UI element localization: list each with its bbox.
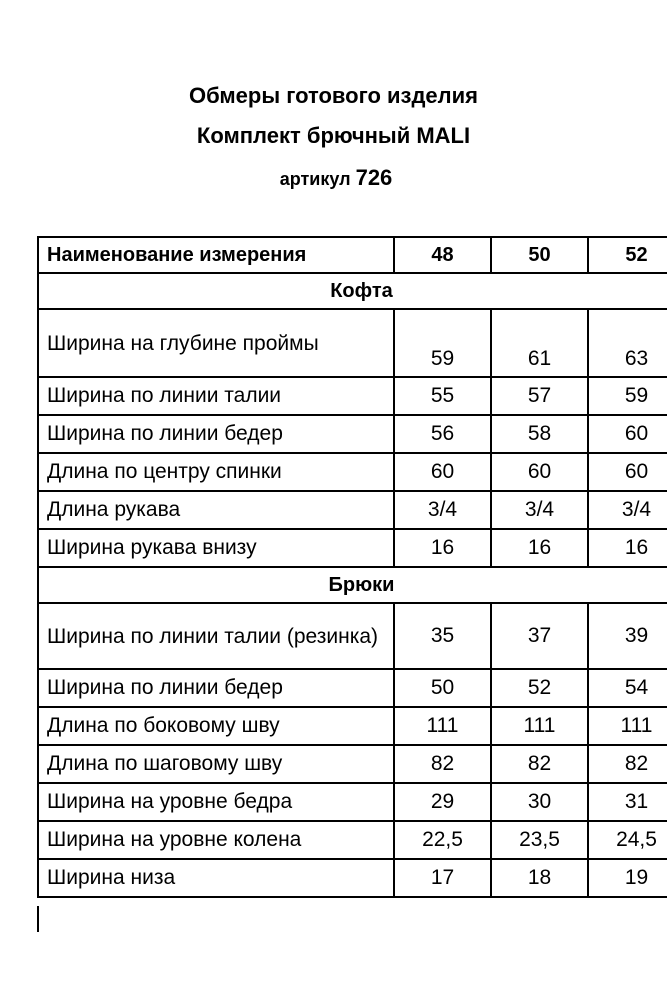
measurement-value: 16 [588,529,667,567]
measurement-value: 50 [394,669,491,707]
measurement-value: 3/4 [491,491,588,529]
section-row-bryuki [38,567,667,603]
measurement-value: 58 [491,415,588,453]
measurement-value: 24,5 [588,821,667,859]
measurement-name: Длина по шаговому шву [38,745,394,783]
measurement-value: 39 [588,603,667,669]
table-row [38,707,667,745]
measurement-name: Ширина по линии талии (резинка) [38,603,394,669]
measurement-value: 54 [588,669,667,707]
table-row [38,415,667,453]
table-row [38,783,667,821]
measurement-value: 59 [588,377,667,415]
article-label: артикул [279,169,351,189]
measurement-value: 23,5 [491,821,588,859]
measurement-value: 35 [394,603,491,669]
measurement-name: Ширина по линии бедер [38,669,394,707]
table-row [38,859,667,897]
section-title: Кофта [38,273,667,309]
measurement-value: 59 [394,309,491,377]
measurement-value: 3/4 [588,491,667,529]
table-row [38,377,667,415]
measurement-value: 16 [394,529,491,567]
column-header-size-48: 48 [394,237,491,273]
measurement-value: 111 [491,707,588,745]
measurement-name: Ширина на уровне колена [38,821,394,859]
column-header-name: Наименование измерения [38,237,394,273]
table-row [38,309,667,377]
table-header-row [38,237,667,273]
measurement-value: 61 [491,309,588,377]
measurement-value: 82 [394,745,491,783]
measurement-name: Длина по боковому шву [38,707,394,745]
section-row-kofta [38,273,667,309]
measurement-value: 111 [394,707,491,745]
measurement-value: 82 [588,745,667,783]
measurement-value: 57 [491,377,588,415]
measurement-name: Ширина на глубине проймы [38,309,394,377]
table-row [38,603,667,669]
article-line [0,160,667,197]
measurement-value: 55 [394,377,491,415]
measurement-name: Ширина на уровне бедра [38,783,394,821]
document-title: Обмеры готового изделия [188,83,479,108]
table-row [38,745,667,783]
column-header-size-50: 50 [491,237,588,273]
table-row [38,453,667,491]
measurement-value: 60 [588,415,667,453]
measurement-value: 22,5 [394,821,491,859]
article-number: 726 [355,165,393,190]
measurement-name: Ширина низа [38,859,394,897]
measurement-name: Ширина по линии талии [38,377,394,415]
table-row [38,529,667,567]
measurement-value: 3/4 [394,491,491,529]
measurement-value: 60 [394,453,491,491]
measurement-value: 111 [588,707,667,745]
table-border-stub [37,906,39,932]
section-title: Брюки [38,567,667,603]
document-subtitle: Комплект брючный MALI [196,123,471,148]
measurement-value: 18 [491,859,588,897]
document-header [0,76,667,197]
measurement-value: 60 [588,453,667,491]
measurement-name: Ширина рукава внизу [38,529,394,567]
measurement-value: 30 [491,783,588,821]
measurement-value: 82 [491,745,588,783]
measurement-value: 60 [491,453,588,491]
measurement-value: 56 [394,415,491,453]
measurement-value: 52 [491,669,588,707]
table-row [38,669,667,707]
measurement-name: Длина по центру спинки [38,453,394,491]
measurement-value: 29 [394,783,491,821]
measurement-name: Ширина по линии бедер [38,415,394,453]
measurement-value: 16 [491,529,588,567]
measurement-value: 63 [588,309,667,377]
table-row [38,491,667,529]
column-header-size-52: 52 [588,237,667,273]
table-row [38,821,667,859]
measurements-table [37,236,667,898]
measurement-name: Длина рукава [38,491,394,529]
measurement-value: 17 [394,859,491,897]
measurement-value: 37 [491,603,588,669]
measurement-value: 19 [588,859,667,897]
measurement-value: 31 [588,783,667,821]
